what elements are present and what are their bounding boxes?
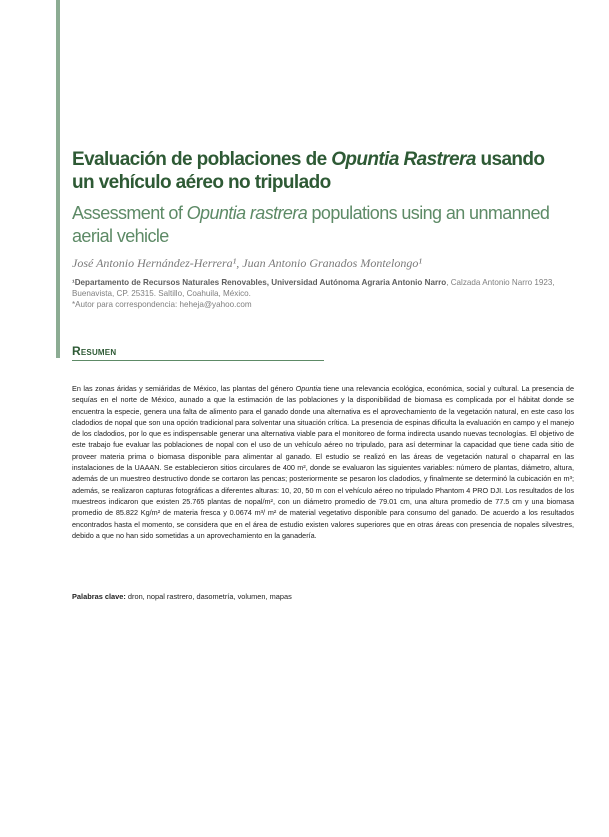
correspondence-email: *Autor para correspondencia: heheja@yahoo.com — [72, 300, 252, 309]
affiliation-block — [72, 277, 574, 310]
abstract-genus: Opuntia — [295, 384, 322, 393]
keywords-line — [72, 592, 574, 601]
abstract-text — [72, 383, 574, 541]
abstract-part-2: tiene una relevancia ecológica, económica, social y cultural. La presencia de sequías en el norte de México, aunado a que la estimación de las poblaciones y la disponibilidad de biomasa es complicada por el hábitat donde se encuentra la especie, genera una falta de alimento para el ganado donde una alternativa es el aprovechamiento de la vegetación natural, en este caso los cladodios de nopal que son una opción tradicional para solventar una situación crítica. La presencia de espinas dificulta la evaluación en campo y el manejo de los cladodios, por lo que es indispensable generar una alternativa viable para el monitoreo de forma indirecta usando nuevas tecnologías. El objetivo de este trabajo fue evaluar las poblaciones de nopal con el uso de un vehículo aéreo no tripulado, para así determinar la capacidad que tiene cada sitio de proveer materia prima o biomasa disponible para alimentar al ganado. El estudio se realizó en las áreas de vegetación natural o chaparral en las instalaciones de la UAAAN. Se establecieron sitios circulares de 400 m², donde se evaluaron las siguientes variables: número de plantas, diámetro, altura, además de un muestreo destructivo donde se cortaron las pencas; posteriormente se pesaron los cladodios, y finalmente se determinó la cubicación en m³; además, se realizaron capturas fotográficas a diferentes alturas: 10, 20, 50 m con el vehículo aéreo no tripulado Phantom 4 PRO DJI. Los resultados de los muestreos indicaron que existen 25.765 plantas de nopal/m², con un diámetro promedio de 79.01 cm, una altura promedio de 77.5 cm y una biomasa promedio de 85.822 Kg/m² de materia fresca y 0.0674 m³/ m² de material vegetativo disponible para consumo del ganado. De acuerdo a los resultados encontrados hasta el momento, se considera que en el área de estudio existen valores superiores que en otras áreas con presencia de nopales silvestres, debido a que no han sido sometidas a un aprovechamiento en la ganadería. — [72, 384, 574, 540]
decorative-side-rule — [56, 0, 60, 358]
keywords-values: dron, nopal rastrero, dasometría, volumen, mapas — [125, 592, 292, 601]
title-english-part-2: populations using an unmanned aerial vehicle — [72, 203, 550, 246]
title-spanish-part-1: Evaluación de poblaciones de — [72, 149, 332, 170]
title-spanish-species: Opuntia Rastrera — [331, 149, 476, 170]
author-list: José Antonio Hernández-Herrera¹, Juan Antonio Granados Montelongo¹ — [72, 256, 422, 270]
abstract-part-1: En las zonas áridas y semiáridas de México, las plantas del género — [72, 384, 296, 393]
title-english-species: Opuntia rastrera — [186, 203, 308, 223]
title-english-part-1: Assessment of — [72, 203, 187, 223]
title-spanish-part-2: usando un vehículo aéreo no tripulado — [72, 149, 545, 193]
affiliation-address: , Calzada Antonio Narro 1923, Buenavista, CP. 25315. Saltillo, Coahuila, México. — [72, 278, 555, 298]
title-spanish — [72, 148, 552, 194]
keywords-label: Palabras clave: — [72, 592, 126, 601]
section-heading-resumen: Resumen — [72, 344, 324, 361]
title-english — [72, 202, 572, 248]
affiliation-institution: ¹Departamento de Recursos Naturales Renovables, Universidad Autónoma Agraria Antonio Narro — [72, 278, 447, 287]
